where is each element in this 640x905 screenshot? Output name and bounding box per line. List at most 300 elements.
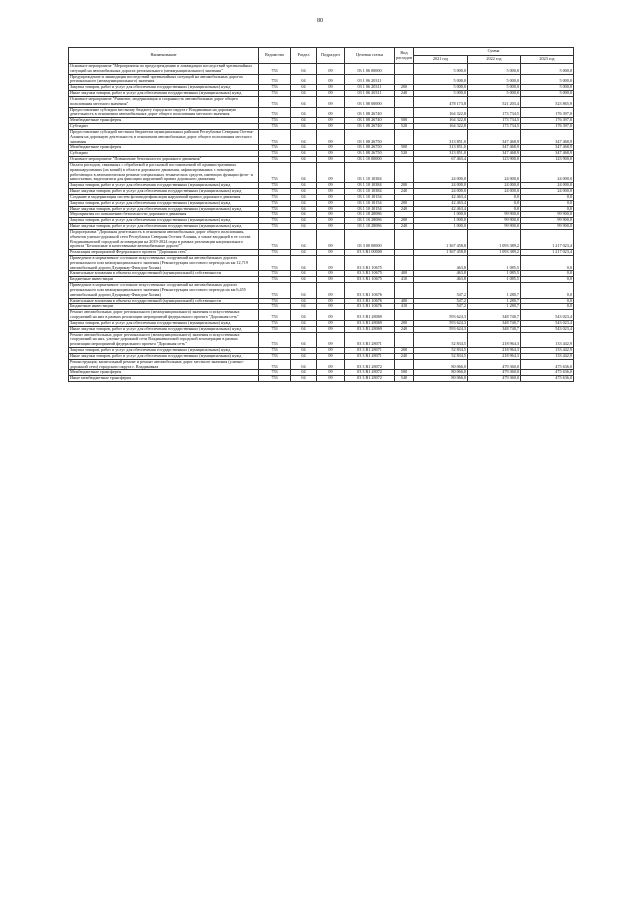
row-razdel: 04 [291,74,317,85]
row-razdel: 04 [291,85,317,91]
row-podrazdel: 09 [317,85,345,91]
row-sum-2023: 0,0 [521,206,574,212]
row-podrazdel: 09 [317,277,345,283]
row-podrazdel: 09 [317,107,345,118]
row-name: Закупка товаров, работ и услуг для обеспечения государственных (муниципальных) нужд [69,218,259,224]
row-vedomstvo: 753 [259,326,291,332]
row-sum-2023: 0,0 [521,200,574,206]
row-sum-2023: 99 900,0 [521,224,574,230]
row-target-article: 03 1 10 10384 [345,189,395,195]
row-target-article: 03 1 06 20311 [345,74,395,85]
row-name: Межбюджетные трансферты [69,370,259,376]
header-razdel: Раздел [291,48,317,64]
row-expense-type: 240 [395,353,414,359]
row-sum-2023: 0,0 [521,283,574,298]
table-row [69,310,574,321]
row-sum-2022: 348 740,7 [468,310,521,321]
row-vedomstvo: 753 [259,157,291,163]
row-vedomstvo: 753 [259,206,291,212]
row-name: Ремонт автомобильных дорог регионального (межмуниципального) значения и искусственных сооружений на них в рамках реализации мероприятий федерального проекта "Дорожная сеть" [69,310,259,321]
row-sum-2022: 1 280,7 [468,304,521,310]
row-vedomstvo: 753 [259,298,291,304]
row-sum-2021: 24 000,0 [414,183,468,189]
row-razdel: 04 [291,64,317,75]
row-sum-2021: 67 463,4 [414,157,468,163]
row-name: Бюджетные инвестиции [69,304,259,310]
row-sum-2023: 1 217 023,4 [521,250,574,256]
row-sum-2021: 52 834,5 [414,348,468,354]
row-vedomstvo: 753 [259,212,291,218]
row-podrazdel: 09 [317,348,345,354]
row-target-article: 03 3 R1 28071 [345,353,395,359]
row-sum-2023: 24 000,0 [521,183,574,189]
row-razdel: 04 [291,283,317,298]
row-name: Основное мероприятие "Мероприятия по предупреждению и ликвидации последствий чрезвычайных ситуаций на автомобильных дорогах регионального (межмуниципального) значения" [69,64,259,75]
row-razdel: 04 [291,129,317,144]
row-sum-2023: 133 442,9 [521,348,574,354]
row-sum-2022: 348 740,7 [468,320,521,326]
row-vedomstvo: 753 [259,194,291,200]
table-row [69,129,574,144]
table-row [69,359,574,370]
row-podrazdel: 09 [317,129,345,144]
row-vedomstvo: 753 [259,224,291,230]
row-target-article: 03 3 R1 28072 [345,359,395,370]
row-name: Иные закупки товаров, работ и услуг для обеспечения государственных (муниципальных) нужд [69,353,259,359]
row-podrazdel: 09 [317,224,345,230]
row-target-article: 03 1 08 26740 [345,118,395,124]
row-target-article: 03 1 10 10384 [345,162,395,182]
row-sum-2022: 123 900,0 [468,157,521,163]
row-sum-2022: 5 000,0 [468,85,521,91]
row-razdel: 04 [291,157,317,163]
row-sum-2022: 521 203,4 [468,96,521,107]
row-sum-2023: 347 468,9 [521,145,574,151]
row-sum-2023: 99 900,0 [521,212,574,218]
row-sum-2023: 133 442,9 [521,353,574,359]
row-target-article: 03 1 08 26740 [345,124,395,130]
row-target-article: 03 1 10 00000 [345,157,395,163]
row-target-article: 03 1 10 10154 [345,194,395,200]
row-sum-2022: 348 740,7 [468,326,521,332]
row-sum-2021: 80 066,0 [414,370,468,376]
row-sum-2023: 133 442,9 [521,332,574,347]
row-vedomstvo: 753 [259,320,291,326]
row-vedomstvo: 753 [259,370,291,376]
row-expense-type [395,229,414,249]
row-razdel: 04 [291,277,317,283]
row-sum-2021: 164 322,8 [414,107,468,118]
row-sum-2023: 0,0 [521,194,574,200]
row-vedomstvo: 753 [259,124,291,130]
row-podrazdel: 09 [317,151,345,157]
row-expense-type [395,64,414,75]
row-podrazdel: 09 [317,271,345,277]
row-vedomstvo: 753 [259,64,291,75]
row-sum-2021: 52 834,5 [414,332,468,347]
row-vedomstvo: 753 [259,229,291,249]
row-name: Ремонт автомобильных дорог регионального (межмуниципального) значения и искусственных сооружений на них, улично-дорожной сети Владикавказской городской агломерации в рамках реализации мероприятий федерального проекта "Дорожная сеть" [69,332,259,347]
row-sum-2023: 5 000,0 [521,85,574,91]
row-target-article: 03 1 08 26750 [345,129,395,144]
row-vedomstvo: 753 [259,107,291,118]
row-vedomstvo: 753 [259,145,291,151]
row-target-article: 03 3 00 00000 [345,229,395,249]
table-row [69,255,574,270]
row-sum-2021: 547,2 [414,304,468,310]
row-sum-2022: 218 964,3 [468,353,521,359]
header-target-article: Целевая статья [345,48,395,64]
row-expense-type: 240 [395,91,414,97]
row-podrazdel: 09 [317,212,345,218]
row-name: Предоставление субсидии местному бюджету городского округа г Владикавказ на дорожную деятельность в отношении автомобильных дорог общего пользования местного значения [69,107,259,118]
row-sum-2022: 0,0 [468,200,521,206]
row-sum-2021: 463,8 [414,255,468,270]
row-razdel: 04 [291,212,317,218]
row-sum-2022: 173 734,5 [468,107,521,118]
row-expense-type: 500 [395,118,414,124]
row-vedomstvo: 753 [259,118,291,124]
row-sum-2022: 99 900,0 [468,218,521,224]
table-header [69,48,574,64]
row-name: Мероприятия по повышению безопасности дорожного движения [69,212,259,218]
row-expense-type [395,107,414,118]
row-sum-2023: 0,0 [521,277,574,283]
row-vedomstvo: 753 [259,200,291,206]
row-podrazdel: 09 [317,229,345,249]
row-sum-2023: 347 468,9 [521,151,574,157]
row-razdel: 04 [291,271,317,277]
header-expense-type: Вид расходов [395,48,414,64]
row-sum-2023: 543 023,4 [521,320,574,326]
row-sum-2022: 218 964,3 [468,348,521,354]
row-expense-type: 240 [395,224,414,230]
row-name: Основное мероприятие "Развитие, модернизация и сохранность автомобильных дорог общего пользования местного значения" [69,96,259,107]
row-target-article: 03 3 R1 28071 [345,348,395,354]
row-sum-2022: 1 085,5 [468,271,521,277]
row-sum-2022: 479 360,0 [468,376,521,382]
row-expense-type [395,283,414,298]
row-name: Предоставление субсидий местным бюджетам муниципальных районов Республики Северная Осетия-Алания на дорожную деятельность в отношении автомобильных дорог общего пользования местного значения [69,129,259,144]
row-sum-2023: 0,0 [521,255,574,270]
row-target-article: 03 1 08 26750 [345,145,395,151]
row-sum-2021: 80 066,0 [414,376,468,382]
table-row [69,229,574,249]
row-razdel: 04 [291,224,317,230]
row-sum-2022: 1 093 389,2 [468,229,521,249]
row-expense-type: 540 [395,376,414,382]
row-vedomstvo: 753 [259,183,291,189]
row-razdel: 04 [291,118,317,124]
row-name: Капитальные вложения в объекты государственной (муниципальной) собственности [69,298,259,304]
row-podrazdel: 09 [317,118,345,124]
row-name: Приведение в нормативное состояние искусственных сооружений на автомобильных дорогах регионального или межмуниципального значения (Реконструкция мостового перехода на км 6,455 автомобильной дороги Дзуарикау-Фиагдон-Хилак) [69,283,259,298]
row-vedomstvo: 753 [259,218,291,224]
row-sum-2023: 24 000,0 [521,189,574,195]
row-expense-type: 520 [395,151,414,157]
row-podrazdel: 09 [317,206,345,212]
row-name: Закупка товаров, работ и услуг для обеспечения государственных (муниципальных) нужд [69,183,259,189]
row-target-article: 03 3 R1 28072 [345,370,395,376]
row-target-article: 03 1 10 28086 [345,224,395,230]
row-sum-2023: 24 000,0 [521,162,574,182]
row-podrazdel: 09 [317,91,345,97]
row-podrazdel: 09 [317,304,345,310]
row-sum-2022: 173 734,5 [468,118,521,124]
table-row [69,107,574,118]
row-expense-type: 500 [395,145,414,151]
row-razdel: 04 [291,189,317,195]
table-row [69,64,574,75]
row-target-article: 03 1 08 26750 [345,151,395,157]
row-sum-2021: 463,8 [414,277,468,283]
row-target-article: 03 3 R1 10675 [345,277,395,283]
row-razdel: 04 [291,200,317,206]
row-sum-2021: 478 173,8 [414,96,468,107]
row-name: Подпрограмма "Дорожная деятельность в отношении автомобильных дорог общего пользования, объектов улично-дорожной сети Республики Северная Осетия-Алания, а также входящей в ее состав Владикавказской городской агломерации на 2019-2024 годы в рамках реализации национального проекта "Безопасные и качественные автомобильные дороги"" [69,229,259,249]
row-sum-2022: 5 000,0 [468,91,521,97]
row-expense-type [395,96,414,107]
row-target-article: 03 1 10 28086 [345,212,395,218]
row-name: Предупреждение и ликвидация последствий чрезвычайных ситуаций на автомобильных дорогах регионального (межмуниципального) значения [69,74,259,85]
row-name: Капитальные вложения в объекты государственной (муниципальной) собственности [69,271,259,277]
row-expense-type: 200 [395,85,414,91]
row-target-article: 03 3 R1 28072 [345,376,395,382]
row-vedomstvo: 753 [259,348,291,354]
row-razdel: 04 [291,310,317,321]
row-sum-2021: 42 463,4 [414,194,468,200]
row-sum-2022: 99 900,0 [468,224,521,230]
row-razdel: 04 [291,370,317,376]
row-sum-2021: 313 851,0 [414,145,468,151]
row-sum-2022: 1 085,5 [468,277,521,283]
row-podrazdel: 09 [317,64,345,75]
row-sum-2021: 164 322,8 [414,124,468,130]
row-sum-2022: 1 093 389,2 [468,250,521,256]
row-name: Субсидии [69,124,259,130]
row-vedomstvo: 753 [259,304,291,310]
row-sum-2021: 42 463,4 [414,206,468,212]
header-year-2021: 2021 год [414,56,468,64]
row-sum-2021: 593 624,3 [414,326,468,332]
row-target-article: 03 3 R1 10676 [345,304,395,310]
row-expense-type: 240 [395,189,414,195]
row-name: Межбюджетные трансферты [69,145,259,151]
row-name: Реализация мероприятий Федерального проекта "Дорожная сеть" [69,250,259,256]
row-sum-2022: 173 734,5 [468,124,521,130]
row-sum-2023: 0,0 [521,304,574,310]
row-podrazdel: 09 [317,157,345,163]
row-sum-2021: 42 463,4 [414,200,468,206]
row-podrazdel: 09 [317,145,345,151]
row-expense-type [395,255,414,270]
row-expense-type: 400 [395,271,414,277]
row-expense-type: 240 [395,206,414,212]
row-target-article: 03 3 R1 10675 [345,255,395,270]
row-name: Межбюджетные трансферты [69,118,259,124]
row-sum-2021: 52 834,5 [414,353,468,359]
row-sum-2022: 347 468,9 [468,151,521,157]
row-podrazdel: 09 [317,353,345,359]
row-target-article: 03 1 10 28086 [345,218,395,224]
row-vedomstvo: 753 [259,332,291,347]
row-target-article: 03 1 08 00000 [345,96,395,107]
row-sum-2023: 5 000,0 [521,91,574,97]
row-sum-2022: 24 000,0 [468,189,521,195]
row-podrazdel: 09 [317,310,345,321]
row-podrazdel: 09 [317,283,345,298]
row-sum-2022: 1 085,5 [468,255,521,270]
row-podrazdel: 09 [317,250,345,256]
row-podrazdel: 09 [317,370,345,376]
row-podrazdel: 09 [317,162,345,182]
row-expense-type: 410 [395,277,414,283]
row-target-article: 03 3 R1 00000 [345,250,395,256]
table-row [69,162,574,182]
row-name: Иные закупки товаров, работ и услуг для обеспечения государственных (муниципальных) нужд [69,224,259,230]
row-vedomstvo: 753 [259,277,291,283]
row-expense-type: 200 [395,218,414,224]
row-sum-2023: 176 397,0 [521,124,574,130]
row-sum-2021: 547,2 [414,283,468,298]
row-vedomstvo: 753 [259,359,291,370]
row-sum-2021: 1 000,0 [414,224,468,230]
row-sum-2021: 593 624,3 [414,310,468,321]
row-expense-type: 410 [395,304,414,310]
row-sum-2022: 218 964,3 [468,332,521,347]
row-podrazdel: 09 [317,183,345,189]
row-name: Реконструкция, капитальный ремонт и ремонт автомобильных дорог местного значения (улично-дорожной сети) городского округа г. Владикавказ [69,359,259,370]
row-target-article: 03 3 R1 28071 [345,332,395,347]
row-sum-2022: 24 000,0 [468,183,521,189]
row-sum-2023: 475 636,0 [521,359,574,370]
row-expense-type: 200 [395,200,414,206]
row-expense-type [395,129,414,144]
row-sum-2021: 24 000,0 [414,162,468,182]
row-vedomstvo: 753 [259,129,291,144]
row-razdel: 04 [291,162,317,182]
row-podrazdel: 09 [317,200,345,206]
row-razdel: 04 [291,145,317,151]
row-target-article: 03 1 10 10384 [345,183,395,189]
row-sum-2021: 1 367 458,8 [414,250,468,256]
row-expense-type [395,310,414,321]
row-sum-2023: 543 023,4 [521,310,574,321]
row-sum-2022: 0,0 [468,194,521,200]
row-sum-2021: 164 322,8 [414,118,468,124]
row-vedomstvo: 753 [259,283,291,298]
row-name: Основное мероприятие "Повышение безопасности дорожного движения" [69,157,259,163]
table-body [69,64,574,382]
row-sum-2021: 313 851,0 [414,151,468,157]
row-razdel: 04 [291,348,317,354]
row-target-article: 03 1 06 20311 [345,85,395,91]
row-razdel: 04 [291,107,317,118]
row-expense-type [395,332,414,347]
header-year-2023: 2023 год [521,56,574,64]
row-sum-2021: 547,2 [414,298,468,304]
row-name: Субсидии [69,151,259,157]
row-sum-2023: 0,0 [521,298,574,304]
row-target-article: 03 3 R1 10675 [345,271,395,277]
row-sum-2021: 5 000,0 [414,64,468,75]
row-podrazdel: 09 [317,194,345,200]
row-vedomstvo: 753 [259,255,291,270]
row-target-article: 03 1 06 00000 [345,64,395,75]
row-podrazdel: 09 [317,332,345,347]
row-sum-2022: 347 468,9 [468,129,521,144]
row-name: Иные закупки товаров, работ и услуг для обеспечения государственных (муниципальных) нужд [69,189,259,195]
row-razdel: 04 [291,229,317,249]
row-razdel: 04 [291,91,317,97]
row-sum-2022: 24 000,0 [468,162,521,182]
row-target-article: 03 3 R1 10676 [345,283,395,298]
row-vedomstvo: 753 [259,353,291,359]
page-number: 80 [317,18,323,24]
row-sum-2021: 24 000,0 [414,189,468,195]
row-vedomstvo: 753 [259,271,291,277]
row-expense-type: 200 [395,348,414,354]
row-podrazdel: 09 [317,359,345,370]
row-razdel: 04 [291,326,317,332]
row-podrazdel: 09 [317,96,345,107]
row-target-article: 03 1 06 20311 [345,91,395,97]
row-sum-2021: 593 624,3 [414,320,468,326]
table-row [69,376,574,382]
table-row [69,96,574,107]
row-sum-2023: 475 636,0 [521,376,574,382]
table-row [69,74,574,85]
table-row [69,283,574,298]
row-name: Закупка товаров, работ и услуг для обеспечения государственных (муниципальных) нужд [69,85,259,91]
row-target-article: 03 1 10 10154 [345,206,395,212]
row-vedomstvo: 753 [259,91,291,97]
budget-table [68,47,574,382]
row-target-article: 03 1 08 26740 [345,107,395,118]
row-sum-2023: 123 900,0 [521,157,574,163]
row-expense-type [395,74,414,85]
row-name: Закупка товаров, работ и услуг для обеспечения государственных (муниципальных) нужд [69,200,259,206]
row-target-article: 03 3 R1 28069 [345,320,395,326]
row-sum-2023: 99 900,0 [521,218,574,224]
row-vedomstvo: 753 [259,310,291,321]
row-sum-2022: 1 280,7 [468,283,521,298]
row-razdel: 04 [291,304,317,310]
row-podrazdel: 09 [317,218,345,224]
row-expense-type: 500 [395,370,414,376]
row-expense-type [395,162,414,182]
row-target-article: 03 3 R1 28069 [345,310,395,321]
row-sum-2023: 5 000,0 [521,64,574,75]
row-expense-type [395,359,414,370]
row-expense-type: 520 [395,124,414,130]
row-sum-2022: 99 900,0 [468,212,521,218]
row-podrazdel: 09 [317,326,345,332]
row-name: Создание и модернизация систем фотовидеофиксации нарушений правил дорожного движения [69,194,259,200]
table-row [69,332,574,347]
row-name: Закупка товаров, работ и услуг для обеспечения государственных (муниципальных) нужд [69,348,259,354]
row-razdel: 04 [291,332,317,347]
row-podrazdel: 09 [317,124,345,130]
row-name: Бюджетные инвестиции [69,277,259,283]
row-sum-2021: 5 000,0 [414,85,468,91]
row-sum-2022: 5 000,0 [468,64,521,75]
row-sum-2022: 0,0 [468,206,521,212]
row-vedomstvo: 753 [259,96,291,107]
row-expense-type: 240 [395,326,414,332]
row-podrazdel: 09 [317,320,345,326]
row-sum-2023: 543 023,4 [521,326,574,332]
